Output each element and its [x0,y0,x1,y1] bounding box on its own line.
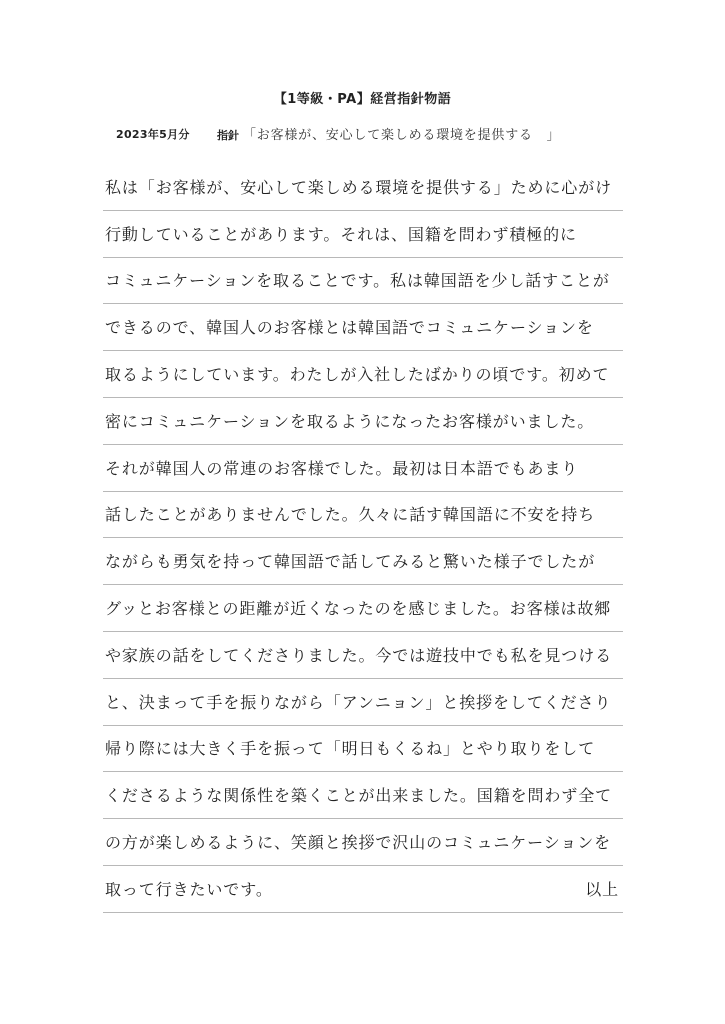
essay-line [103,492,623,539]
essay-line [103,632,623,679]
essay-line [103,585,623,632]
essay-line [103,819,623,866]
essay-line-text: 密にコミュニケーションを取るようになったお客様がいました。 [105,411,595,431]
essay-body [103,164,623,913]
guideline-text: 「お客様が、安心して楽しめる環境を提供する 」 [243,128,561,143]
essay-line [103,772,623,819]
closing-mark: 以上 [585,879,619,899]
essay-line-text: それが韓国人の常連のお客様でした。最初は日本語でもあまり [105,458,579,478]
essay-line [103,211,623,258]
essay-line-text: 話したことがありませんでした。久々に話す韓国語に不安を持ち [105,505,596,525]
essay-line-text: ながらも勇気を持って韓国語で話してみると驚いた様子でしたが [105,552,596,572]
essay-line [103,164,623,211]
essay-line-text: 行動していることがあります。それは、国籍を問わず積極的に [105,224,577,244]
essay-line-text: の方が楽しめるように、笑顔と挨拶で沢山のコミュニケーションを [105,832,612,852]
essay-line [103,866,623,913]
essay-line-text: 取るようにしています。わたしが入社したばかりの頃です。初めて [105,364,610,384]
essay-line [103,538,623,585]
essay-line-text: コミュニケーションを取ることです。私は韓国語を少し話すことが [105,271,610,291]
document-title: 【1等級・PA】経営指針物語 [273,92,452,107]
document-meta [116,124,636,144]
essay-line [103,445,623,492]
essay-line-text: くださるような関係性を築くことが出来ました。国籍を問わず全て [105,786,613,806]
guideline [217,124,560,143]
essay-line-text: 私は「お客様が、安心して楽しめる環境を提供する」ために心がけ [105,177,613,197]
essay-line [103,726,623,773]
essay-line [103,258,623,305]
essay-line-text: グッとお客様との距離が近くなったのを感じました。お客様は故郷 [105,598,612,618]
document-date: 2023年5月分 [116,128,190,141]
essay-line [103,304,623,351]
guideline-label: 指針 [217,129,239,142]
essay-line-text: 帰り際には大きく手を振って「明日もくるね」とやり取りをして [105,739,596,759]
essay-line-text: 取って行きたいです。 [105,879,273,899]
essay-line [103,679,623,726]
essay-line [103,351,623,398]
essay-line-text: や家族の話をしてくださりました。今では遊技中でも私を見つける [105,645,613,665]
essay-line-text: と、決まって手を振りながら「アンニョン」と挨拶をしてくださり [105,692,612,712]
essay-line-text: できるので、韓国人のお客様とは韓国語でコミュニケーションを [105,318,594,338]
essay-line [103,398,623,445]
